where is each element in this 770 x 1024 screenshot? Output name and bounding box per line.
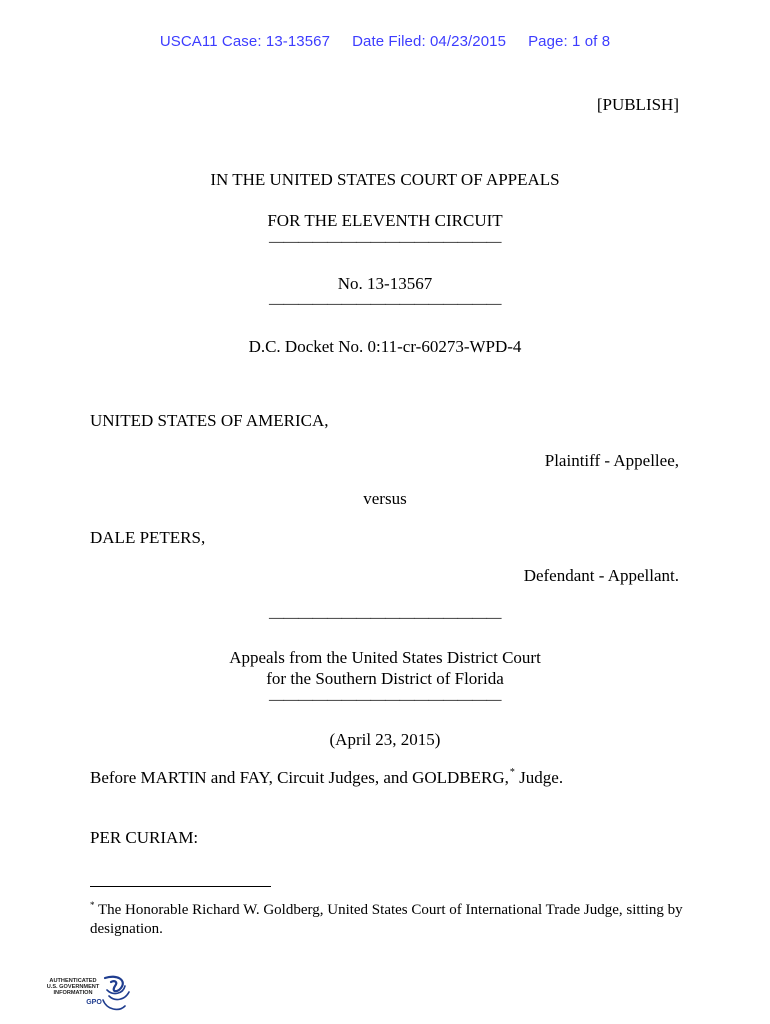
separator-rule: ———————————————— xyxy=(269,296,501,312)
footnote-mark: * xyxy=(90,900,95,910)
plaintiff-role: Plaintiff - Appellee, xyxy=(544,451,679,470)
panel-suffix: Judge. xyxy=(514,768,564,787)
filing-header xyxy=(0,33,770,50)
defendant-role: Defendant - Appellant. xyxy=(523,566,679,585)
gpo-logo-line1: AUTHENTICATED xyxy=(49,978,97,984)
gpo-logo-line2: U.S. GOVERNMENT xyxy=(46,984,100,990)
per-curiam-heading: PER CURIAM: xyxy=(90,828,199,847)
panel-text: Before MARTIN and FAY, Circuit Judges, and GOLDBERG, xyxy=(90,768,509,787)
separator-rule: ———————————————— xyxy=(269,610,501,626)
footnote xyxy=(90,896,690,939)
plaintiff-name: UNITED STATES OF AMERICA, xyxy=(90,411,329,430)
gpo-logo-line3: INFORMATION xyxy=(53,990,93,996)
footnote-text: The Honorable Richard W. Goldberg, United States Court of International Trade Judge, sitting by designation. xyxy=(90,902,683,937)
panel-line xyxy=(90,767,563,788)
appeal-origin-line2: for the Southern District of Florida xyxy=(266,669,504,688)
separator-rule: ———————————————— xyxy=(269,692,501,708)
gpo-logo-line4: GPO xyxy=(86,999,102,1006)
footnote-divider xyxy=(90,886,271,887)
decision-date: (April 23, 2015) xyxy=(329,730,441,749)
case-number: No. 13-13567 xyxy=(337,274,433,293)
gpo-authentication-logo xyxy=(45,972,135,1018)
publish-tag: [PUBLISH] xyxy=(596,95,679,114)
date-filed-stamp: Date Filed: 04/23/2015 xyxy=(352,33,507,50)
court-name: IN THE UNITED STATES COURT OF APPEALS xyxy=(210,170,560,189)
eagle-icon xyxy=(105,977,123,991)
separator-rule: ———————————————— xyxy=(269,234,501,250)
appeal-origin-line1: Appeals from the United States District Court xyxy=(229,648,541,667)
footnote-reference: * xyxy=(509,767,515,778)
case-number-stamp: USCA11 Case: 13-13567 xyxy=(159,33,331,50)
defendant-name: DALE PETERS, xyxy=(90,528,206,547)
page-count-stamp: Page: 1 of 8 xyxy=(528,33,611,50)
versus-label: versus xyxy=(363,489,407,508)
circuit-name: FOR THE ELEVENTH CIRCUIT xyxy=(267,211,503,230)
docket-number: D.C. Docket No. 0:11-cr-60273-WPD-4 xyxy=(248,337,522,356)
